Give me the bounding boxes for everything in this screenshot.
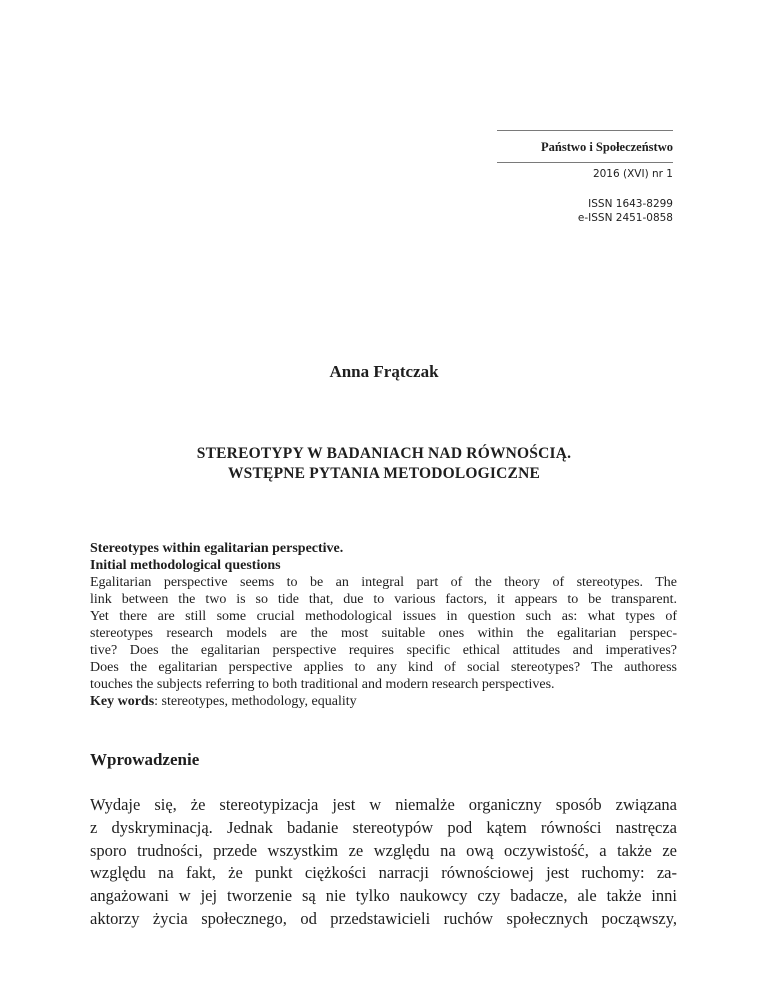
body-line: sporo trudności, przede wszystkim ze względu na ową oczywistość, a także ze bbox=[90, 840, 677, 860]
abstract-line: tive? Does the egalitarian perspective requires specific ethical attitudes and imperatives? bbox=[90, 643, 677, 658]
body-line: aktorzy życia społecznego, od przedstawicieli ruchów społecznych począwszy, bbox=[90, 908, 677, 928]
body-line: angażowani w jej tworzenie są nie tylko naukowcy czy badacze, ale także inni bbox=[90, 886, 677, 906]
journal-volume: 2016 (XVI) nr 1 bbox=[592, 168, 673, 180]
abstract-line: stereotypes research models are the most suitable ones within the egalitarian perspec- bbox=[90, 626, 677, 641]
abstract-line: Egalitarian perspective seems to be an integral part of the theory of stereotypes. The bbox=[90, 575, 677, 590]
journal-eissn: e-ISSN 2451-0858 bbox=[577, 212, 673, 224]
keywords-text: : stereotypes, methodology, equality bbox=[154, 694, 357, 709]
abstract-line: Yet there are still some crucial methodological issues in question such as: what types of bbox=[90, 609, 677, 624]
abstract-line: Does the egalitarian perspective applies to any kind of social stereotypes? The authoress bbox=[90, 660, 677, 675]
journal-issn: ISSN 1643-8299 bbox=[588, 198, 673, 210]
body-line: z dyskryminacją. Jednak badanie stereotypów pod kątem równości nastręcza bbox=[90, 817, 677, 837]
body-paragraph bbox=[90, 794, 677, 931]
keywords-label: Key words bbox=[90, 694, 155, 709]
section-heading: Wprowadzenie bbox=[90, 750, 200, 769]
body-line: względu na fakt, że punkt ciężkości narracji równościowej jest ruchomy: za- bbox=[90, 863, 677, 883]
article-title-line-1: STEREOTYPY W BADANIACH NAD RÓWNOŚCIĄ. bbox=[196, 445, 572, 462]
abstract-line: link between the two is so tide that, due to various factors, it appears to be transparent. bbox=[90, 592, 677, 607]
abstract-heading-line-2: Initial methodological questions bbox=[90, 558, 281, 573]
header-rule-top bbox=[497, 130, 673, 131]
header-rule-bottom bbox=[497, 162, 673, 163]
journal-name: Państwo i Społeczeństwo bbox=[541, 140, 673, 154]
article-title-line-2: WSTĘPNE PYTANIA METODOLOGICZNE bbox=[227, 465, 541, 482]
abstract-line: touches the subjects referring to both traditional and modern research perspectives. bbox=[90, 677, 555, 692]
abstract-heading-line-1: Stereotypes within egalitarian perspective. bbox=[90, 541, 344, 556]
author-name: Anna Frątczak bbox=[329, 362, 439, 381]
body-line: Wydaje się, że stereotypizacja jest w niemalże organiczny sposób związana bbox=[90, 795, 677, 814]
keywords-line bbox=[90, 693, 677, 710]
abstract bbox=[90, 540, 677, 710]
